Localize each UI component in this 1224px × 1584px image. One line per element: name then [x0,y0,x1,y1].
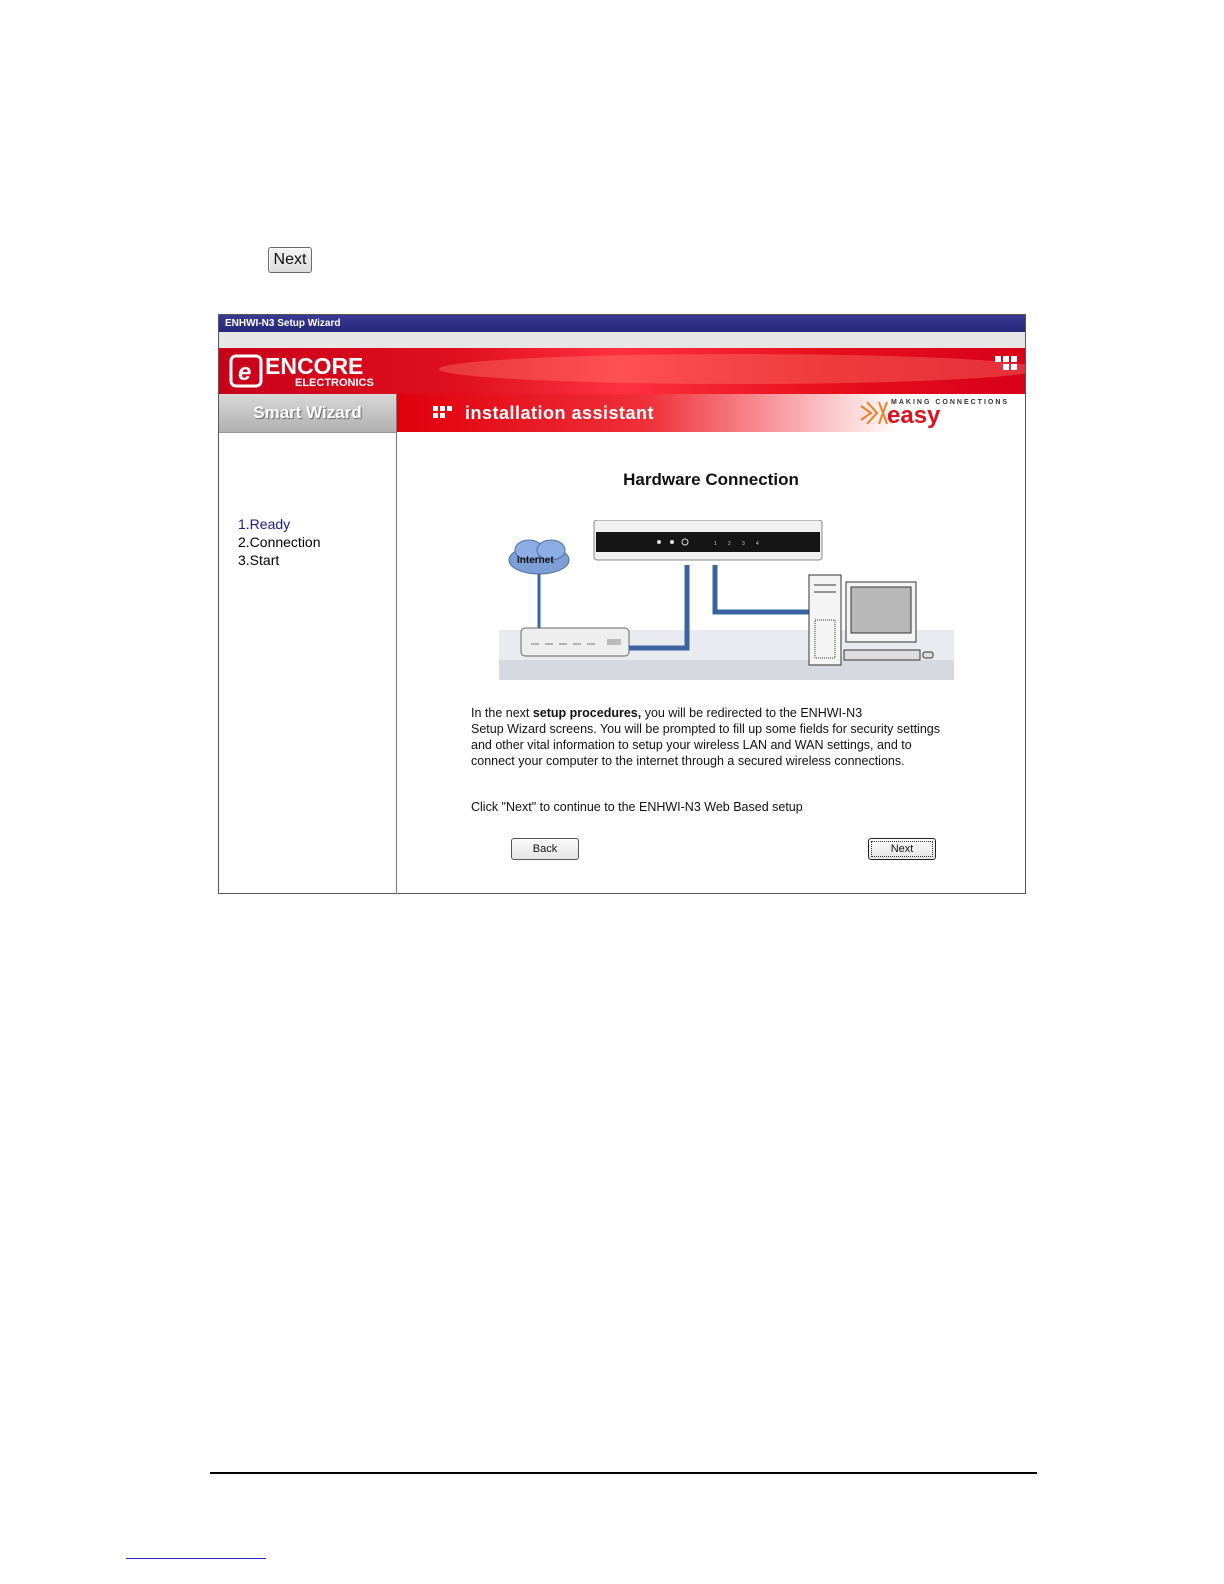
easy-word: easy [887,402,941,429]
port-label: 3 [742,541,745,547]
port-label: 4 [756,541,759,547]
grid-squares-icon [995,356,1017,370]
step-ready: 1.Ready [238,516,291,532]
next-button[interactable]: Next [868,838,936,860]
document-next-button-image: Next [268,247,312,273]
internet-cloud [509,540,569,574]
paragraph-line-4: connect your computer to the internet through a secured wireless connections. [471,754,905,768]
sparkle-icon [857,396,891,430]
footer-link-underline [126,1558,266,1559]
brand-banner [219,348,1025,394]
logo-sub-text: ELECTRONICS [295,377,374,389]
port-label: 1 [714,541,717,547]
router-device [594,520,822,560]
paragraph-line-1 [471,705,1011,721]
main-heading-text: installation assistant [465,403,655,423]
step-start: 3.Start [238,552,280,568]
main-heading-bar [397,394,1025,432]
instruction-text: Click "Next" to continue to the ENHWI-N3 Web Based setup [471,800,803,814]
cloud-label: Internet [517,555,554,566]
toolbar-strip [219,332,1025,348]
paragraph-line-2: Setup Wizard screens. You will be prompted to fill up some fields for security settings [471,722,940,736]
desktop-computer [809,575,933,665]
banner-swoosh [439,354,1025,384]
sidebar-divider [396,394,397,894]
easy-logo [857,396,1017,430]
paragraph-bold: setup procedures, [532,706,642,720]
encore-logo [229,352,399,390]
sidebar-rule [219,432,396,433]
grid-icon [433,406,455,419]
svg-text:e: e [238,359,252,386]
back-button[interactable]: Back [511,838,579,860]
steps-list [238,515,321,569]
sidebar-heading: Smart Wizard [219,394,396,432]
modem-device [521,628,629,656]
page-title: Hardware Connection [623,470,799,489]
paragraph-line-3: and other vital information to setup your wireless LAN and WAN settings, and to [471,738,912,752]
footer-rule [210,1472,1037,1474]
setup-wizard-window [218,314,1026,894]
hardware-connection-diagram [499,520,959,680]
port-label: 2 [728,541,731,547]
intro-paragraph [471,705,1011,769]
step-connection: 2.Connection [238,534,321,550]
logo-main-text: ENCORE [265,353,364,379]
window-title-bar: ENHWI-N3 Setup Wizard [219,315,1025,332]
paragraph-line1-post: you will be redirected to the ENHWI-N3 [641,706,863,720]
easy-tagline: MAKING CONNECTIONS [891,399,1010,406]
paragraph-pre: In the next [471,706,533,720]
